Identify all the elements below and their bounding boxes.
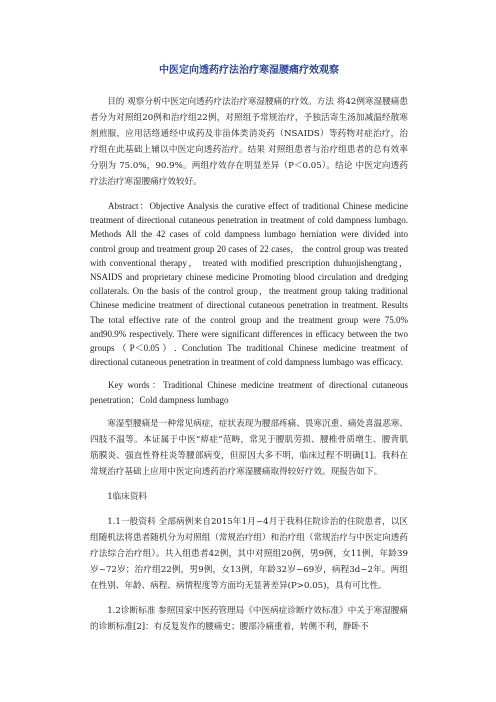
section-heading: 1临床资料 [107,491,148,502]
keywords: Key words：Traditional Chinese medicine treatment of directional cutaneous penetration；Cold dampness lumbago [90,380,408,405]
chinese-abstract: 目的 观察分析中医定向透药疗法治疗寒湿腰痛的疗效。方法 将42例寒湿腰痛患者分为对照组20例和治疗组22例，对照组予常规治疗，予独活寄生汤加减温经散寒剂煎服，应用活络通经中成药及非甾体类消炎药（NSAIDS）等药物对症治疗，治疗组在此基础上辅以中医定向透药治疗。结果 对照组患者与治疗组患者的总有效率分别为 75.0%，90.9%。两组疗效存在明显差异（P＜0.05）。结论 中医定向透药疗法治疗寒湿腰痛疗效较好。 [90,97,408,187]
section-1-2-diagnostic-criteria: 1.2诊断标准 参照国家中医药管理局《中医病症诊断疗效标准》中关于寒湿腰痛的诊断标准[2]：有反复发作的腰痛史；腰部冷痛重着，转侧不利，静卧不 [90,605,408,632]
english-abstract: Abstract：Objective Analysis the curative effect of traditional Chinese medicine treatment of directional cutaneous penetration in treatment of cold dampness lumbago. Methods All the 42 cases of cold dampness lumbago herniation were divided into control group and treatment group 20 cases of 22 cases， the control group was treated with conventional therapy， treated with modified prescription duhuojishengtang， NSAIDS and proprietary chinese medicine Promoting blood circulation and dredging collaterals. On the basis of the control group，the treatment group taking traditional Chinese medicine treatment of directional cutaneous penetration in treatment. Results The total effective rate of the control group and the treatment group were 75.0% and90.9% respectively. There were significant differences in efficacy between the two groups（P＜0.05）. Conclution The traditional Chinese medicine treatment of directional cutaneous penetration in treatment of cold dampness lumbago was efficacy. [90,201,408,368]
paper-title: 中医定向透药疗法治疗寒湿腰痛疗效观察 [159,65,339,76]
introduction-paragraph: 寒湿型腰痛是一种常见病症，症状表现为腰部疼痛、畏寒沉重、痛处喜温恶寒、四肢不温等。本证属于中医“痹症”范畴，常见于腰肌劳损、腰椎骨质增生、腰背肌筋膜炎、强直性脊柱炎等腰部病变，但原因大多不明，临床过程不明确[1]。我科在常规治疗基础上应用中医定向透药治疗寒湿腰痛取得较好疗效。现报告如下。 [90,418,408,477]
section-1-1-general-data: 1.1一般资料 全部病例来自2015年1月~4月于我科住院诊治的住院患者，以区组随机法将患者随机分为对照组（常规治疗组）和治疗组（常规治疗与中医定向透药疗法综合治疗组）。共入组患者42例，其中对照组20例，男9例，女11例，年龄39岁~72岁；治疗组22例，男9例，女13例，年龄32岁~69岁，病程3d~2年。两组在性别、年龄、病程、病情程度等方面均无显著差异(P>0.05)，具有可比性。 [90,516,408,591]
